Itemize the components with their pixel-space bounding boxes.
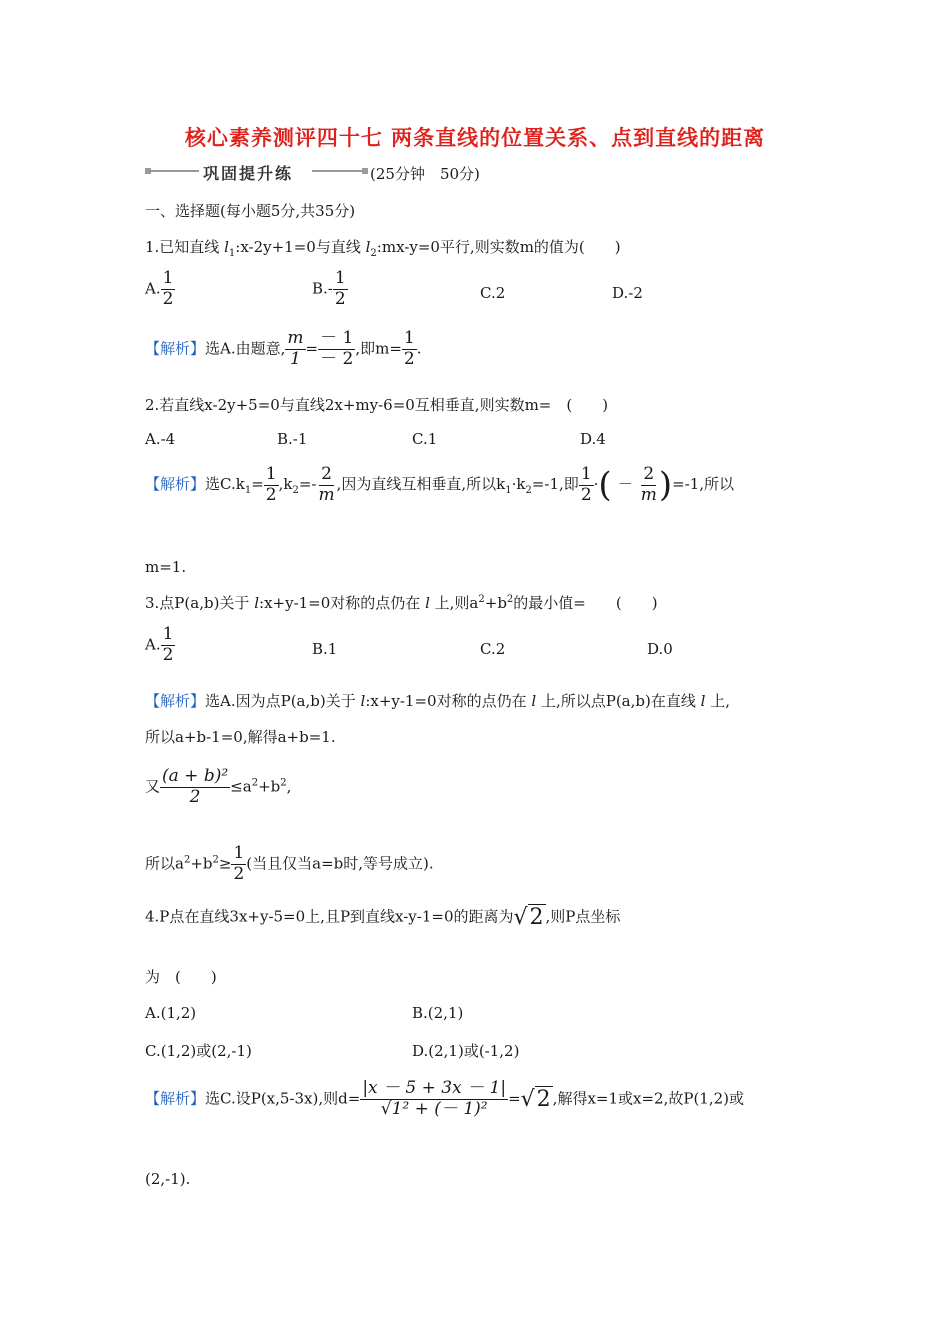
fraction: $\frac{1}{2}$ bbox=[162, 624, 174, 665]
question-3-option-d: D.0 bbox=[647, 640, 673, 658]
question-2-solution: 【解析】选$C.k_1=$ $\frac{1}{2}$ $,k_2=-$ $\frac{2}{m}$ ,因为直线互相垂直,所以$k_1\cdot k_2=-1$,即 $\frac{1}{2}$ ·( － $\frac{2}{m}$ )=-1,所以 bbox=[145, 463, 735, 505]
question-2-option-b: B.-1 bbox=[277, 430, 308, 448]
banner-left-line bbox=[151, 170, 199, 172]
question-2-option-c: C.1 bbox=[412, 430, 438, 448]
solution-tag: 【解析】 bbox=[145, 692, 206, 710]
question-4-stem-cont: 为 ( ) bbox=[145, 968, 217, 986]
question-4-stem: 4.P点在直线3x+y-5=0上,且P到直线x-y-1=0的距离为√2 ,则P点坐标 bbox=[145, 905, 621, 930]
section-heading: 一、选择题(每小题5分,共35分) bbox=[145, 202, 356, 220]
question-3-option-c: C.2 bbox=[480, 640, 506, 658]
question-1-option-b: B.- $\frac{1}{2}$ bbox=[312, 268, 346, 309]
fraction: $\frac{m}{1}$ bbox=[287, 328, 304, 369]
question-2-stem: 2.若直线x-2y+5=0与直线2x+my-6=0互相垂直,则实数m= ( ) bbox=[145, 396, 609, 414]
question-1-stem: 1.已知直线 $l_1:x-2y+1=0$与直线 $l_2:mx-y=0$平行,则实数m的值为( ) bbox=[145, 238, 621, 259]
question-2-solution-end: m=1. bbox=[145, 558, 187, 576]
question-4-option-b: B.(2,1) bbox=[412, 1004, 464, 1022]
fraction: $\frac{1}{2}$ bbox=[580, 463, 592, 505]
question-2-option-a: A.-4 bbox=[145, 430, 176, 448]
fraction: $\frac{\text{(a + b)²}}{2}$ bbox=[162, 766, 229, 807]
question-4-solution-end: (2,-1). bbox=[145, 1170, 191, 1188]
page-title: 核心素养测评四十七 两条直线的位置关系、点到直线的距离 bbox=[184, 126, 766, 150]
fraction: $\frac{1}{2}$ bbox=[162, 268, 174, 309]
question-4-option-a: A.(1,2) bbox=[145, 1004, 197, 1022]
fraction: $\frac{2}{m}$ bbox=[640, 463, 657, 505]
fraction: $\frac{1}{2}$ bbox=[265, 463, 277, 505]
question-4-option-d: D.(2,1)或(-1,2) bbox=[412, 1042, 520, 1060]
fraction: $\frac{1}{2}$ bbox=[403, 328, 415, 369]
banner-right-dot bbox=[362, 168, 368, 174]
question-1-option-a: A. $\frac{1}{2}$ bbox=[145, 268, 174, 309]
question-3-solution-line-3: 又 $\frac{\text{(a + b)²}}{2}$ $\le a^2+b^2$, bbox=[145, 766, 292, 807]
fraction: $\frac{|x - 5 + 3x - 1|}{\text{√1² + (－ 1)²}}$ bbox=[362, 1078, 507, 1119]
question-1-option-c: C.2 bbox=[480, 284, 506, 302]
sqrt-symbol: √2 bbox=[520, 1086, 551, 1112]
question-3-option-b: B.1 bbox=[312, 640, 338, 658]
question-2-option-d: D.4 bbox=[580, 430, 606, 448]
fraction: $\frac{2}{m}$ bbox=[318, 463, 335, 505]
question-3-solution-line-2: 所以a+b-1=0,解得a+b=1. bbox=[145, 728, 336, 746]
question-3-solution-line-4: 所以$a^2+b^2\ge$ $\frac{1}{2}$ (当且仅当a=b时,等号成立). bbox=[145, 843, 434, 884]
question-3-stem: 3.点P(a,b)关于 l:x+y-1=0对称的点仍在 l 上,则$a^2+b^2$的最小值= ( ) bbox=[145, 594, 658, 612]
solution-tag: 【解析】 bbox=[145, 1089, 206, 1108]
question-4-option-c: C.(1,2)或(2,-1) bbox=[145, 1042, 252, 1060]
fraction: $\frac{- 1}{- 2}$ bbox=[320, 328, 354, 369]
question-3-solution-line-1: 【解析】选A.因为点P(a,b)关于 l:x+y-1=0对称的点仍在 l 上,所以点P(a,b)在直线 l 上, bbox=[145, 692, 730, 710]
solution-tag: 【解析】 bbox=[145, 475, 206, 493]
question-1-option-d: D.-2 bbox=[612, 284, 643, 302]
question-4-solution: 【解析】选C.设P(x,5-3x),则d= $\frac{|x - 5 + 3x - 1|}{\text{√1² + (－ 1)²}}$ =√2 ,解得x=1或x=2,故P(1,2)或 bbox=[145, 1078, 745, 1119]
fraction: $\frac{1}{2}$ bbox=[233, 843, 245, 884]
sqrt-symbol: √2 bbox=[513, 905, 544, 930]
fraction: $\frac{1}{2}$ bbox=[334, 268, 346, 309]
question-1-solution: 【解析】选A.由题意, $\frac{m}{1}$ = $\frac{- 1}{- 2}$ ,即m= $\frac{1}{2}$ . bbox=[145, 328, 422, 369]
banner-label: 巩固提升练 bbox=[203, 164, 294, 183]
question-3-option-a: A. $\frac{1}{2}$ bbox=[145, 624, 174, 665]
solution-tag: 【解析】 bbox=[145, 339, 206, 358]
banner-time: (25分钟 50分) bbox=[370, 165, 480, 183]
banner-right-line bbox=[312, 170, 362, 172]
